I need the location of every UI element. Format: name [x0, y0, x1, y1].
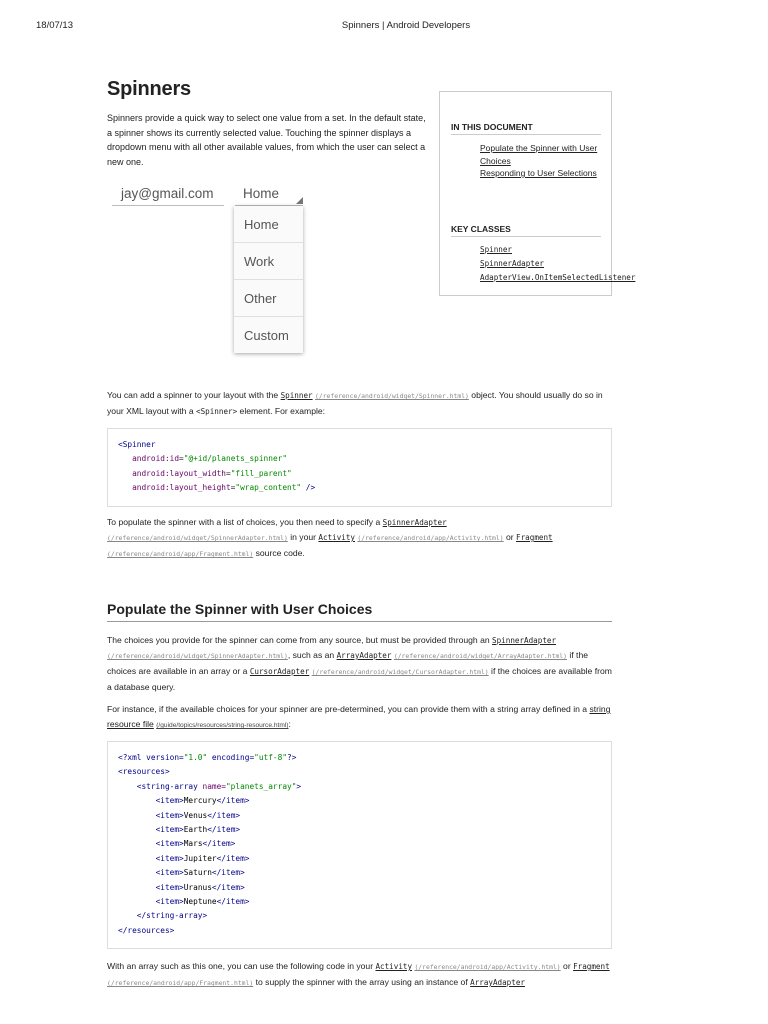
in-this-document-heading: IN THIS DOCUMENT — [451, 122, 601, 135]
url-spinneradapter: (/reference/android/widget/SpinnerAdapter.html) — [107, 534, 288, 542]
link-spinneradapter-2[interactable]: SpinnerAdapter — [492, 636, 557, 645]
url-spinner: (/reference/android/widget/Spinner.html) — [315, 392, 469, 400]
print-date: 18/07/13 — [36, 20, 73, 31]
inline-code-spinner-tag: <Spinner> — [196, 407, 238, 416]
link-string-resource[interactable]: string resource file — [107, 704, 611, 729]
link-spinneradapter[interactable]: SpinnerAdapter — [382, 518, 447, 527]
paragraph-add-spinner: You can add a spinner to your layout with the Spinner (/reference/android/widget/Spinner.html) object. You should usually do so in your XML layout with a <Spinner> element. For example: — [107, 390, 603, 416]
print-title: Spinners | Android Developers — [341, 20, 471, 31]
url-cursoradapter: (/reference/android/widget/CursorAdapter.html) — [311, 668, 489, 676]
print-header — [0, 20, 768, 34]
url-spinneradapter-2: (/reference/android/widget/SpinnerAdapter.html) — [107, 652, 288, 660]
url-string-resource: (/guide/topics/resources/string-resource.html) — [156, 722, 289, 729]
link-arrayadapter-2[interactable]: ArrayAdapter — [470, 978, 525, 987]
link-arrayadapter[interactable]: ArrayAdapter — [336, 651, 392, 660]
paragraph-string-array: For instance, if the available choices for your spinner are pre-determined, you can provide them with a string array defined in a string resource file (/guide/topics/resources/string-resource.html): — [107, 704, 611, 729]
demo-option: Work — [234, 243, 303, 280]
demo-option: Other — [234, 280, 303, 317]
code-block-spinner-xml: <Spinner android:id="@+id/planets_spinner" android:layout_width="fill_parent" android:layout_height="wrap_content" /> — [107, 428, 612, 507]
demo-email-field: jay@gmail.com — [112, 186, 224, 206]
section-heading-populate: Populate the Spinner with User Choices — [107, 601, 612, 622]
paragraph-populate: To populate the spinner with a list of choices, you then need to specify a SpinnerAdapter (/reference/android/widget/SpinnerAdapter.html) in your Activity (/reference/android/app/Activity.html) or Fragment (/reference/android/app/Fragment.html) source code. — [107, 517, 553, 558]
demo-option: Custom — [244, 328, 289, 343]
url-fragment-2: (/reference/android/app/Fragment.html) — [107, 979, 254, 987]
toc-link-populate[interactable]: Populate the Spinner with User Choices — [480, 143, 598, 166]
demo-spinner-value: Home — [243, 186, 280, 201]
paragraph-array-adapter: With an array such as this one, you can use the following code in your Activity (/reference/android/app/Activity.html) or Fragment (/reference/android/app/Fragment.html) to supply the spinner with the array using an instance of ArrayAdapter — [107, 961, 610, 987]
paragraph-choices: The choices you provide for the spinner can come from any source, but must be provided through an SpinnerAdapter (/reference/android/widget/SpinnerAdapter.html), such as an ArrayAdapter (/reference/android/widget/ArrayAdapter.html) if the choices are available in an array or a CursorAdapter (/reference/android/widget/CursorAdapter.html) if the choices are available from a database query. — [107, 635, 612, 692]
class-link-onitemselectedlistener[interactable]: AdapterView.OnItemSelectedListener — [480, 273, 636, 282]
link-fragment[interactable]: Fragment — [516, 533, 553, 542]
url-fragment: (/reference/android/app/Fragment.html) — [107, 550, 254, 558]
demo-dropdown-menu — [234, 206, 303, 353]
link-activity-2[interactable]: Activity — [375, 962, 413, 971]
dropdown-triangle-icon — [296, 197, 303, 204]
sidebar-box — [439, 91, 636, 296]
key-classes-heading: KEY CLASSES — [451, 224, 601, 237]
url-activity: (/reference/android/app/Activity.html) — [357, 534, 504, 542]
demo-option: Home — [234, 206, 303, 243]
class-link-spinner[interactable]: Spinner — [480, 245, 513, 254]
link-activity[interactable]: Activity — [318, 533, 355, 542]
link-spinner[interactable]: Spinner — [280, 391, 313, 400]
url-activity-2: (/reference/android/app/Activity.html) — [414, 963, 561, 971]
link-fragment-2[interactable]: Fragment — [573, 962, 610, 971]
link-cursoradapter[interactable]: CursorAdapter — [249, 667, 310, 676]
intro-paragraph: Spinners provide a quick way to select one value from a set. In the default state, a spinner shows its currently selected value. Touching the spinner displays a dropdown menu with all other available values, from which the user can select a new one. — [107, 113, 426, 167]
code-block-string-array: <?xml version="1.0" encoding="utf-8"?> <resources> <string-array name="planets_array"> <item>Mercury</item> <item>Venus</item> <item>Earth</item> <item>Mars</item> <item>Jupiter</item> <item>Saturn</item> <item>Uranus</item> <item>Neptune</item> </string-array> </resources> — [107, 741, 612, 949]
class-link-spinneradapter[interactable]: SpinnerAdapter — [480, 259, 545, 268]
url-arrayadapter: (/reference/android/widget/ArrayAdapter.html) — [393, 652, 567, 660]
toc-link-responding[interactable]: Responding to User Selections — [480, 168, 597, 178]
page-title: Spinners — [107, 78, 191, 100]
demo-spinner — [235, 186, 303, 206]
